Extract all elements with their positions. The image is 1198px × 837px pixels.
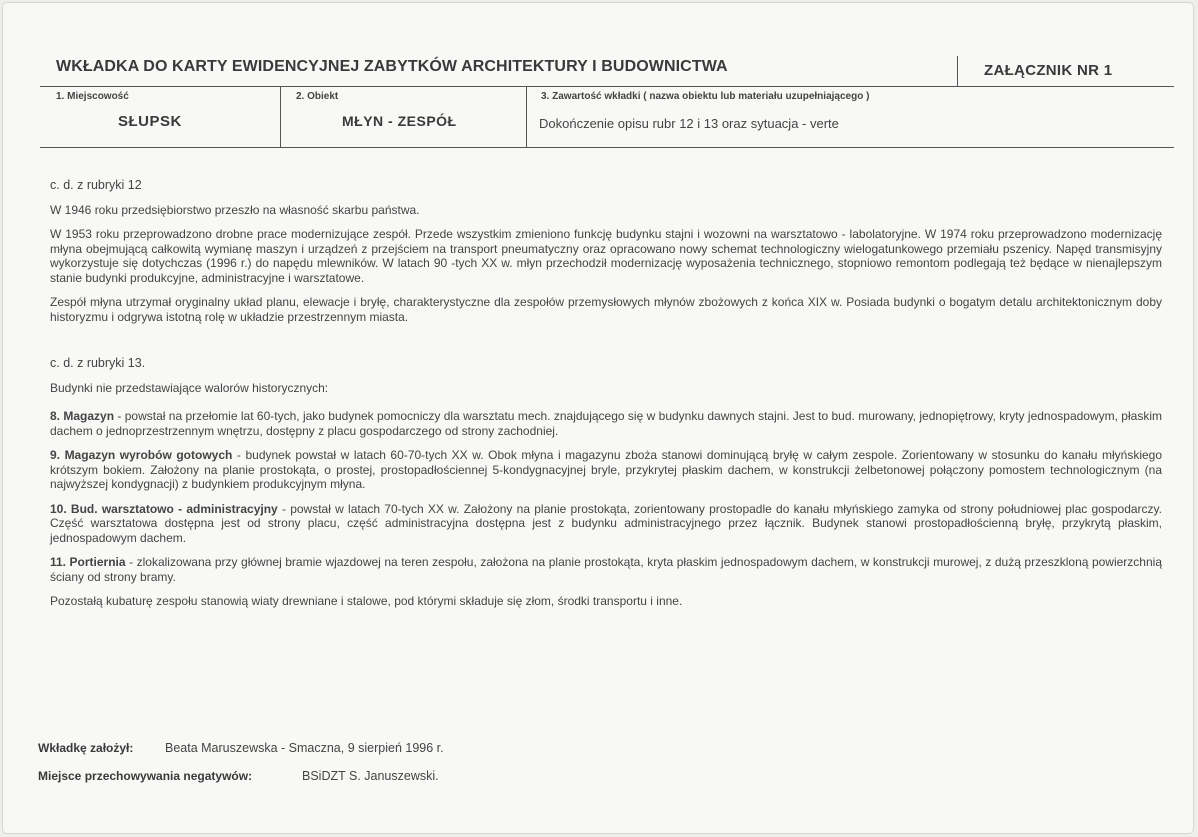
author-label: Wkładkę założył:	[38, 741, 134, 755]
building-item-text: - zlokalizowana przy głównej bramie wjazdowej na teren zespołu, założona na planie prostokąta, kryta płaskim jednospadowym dachem, w konstrukcji murowej, z dużą przeszkloną powierzchnią ściany od strony bramy.	[50, 555, 1162, 584]
annex-number: ZAŁĄCZNIK NR 1	[984, 62, 1113, 79]
section12-paragraph: W 1946 roku przedsiębiorstwo przeszło na własność skarbu państwa.	[50, 202, 420, 217]
field-label-contents: 3. Zawartość wkładki ( nazwa obiektu lub materiału uzupełniającego )	[541, 91, 870, 102]
header-divider	[957, 56, 958, 86]
section12-paragraph: W 1953 roku przeprowadzono drobne prace modernizujące zespół. Przede wszystkim zmieniono funkcję budynku stajni i wozowni na warsztatowo - labolatoryjne. W 1974 roku przeprowadzono modernizację młyna obejmującą całkowitą wymianę maszyn i urządzeń z przejściem na transport pneumatyczny oraz opracowano nowy schemat technologiczny wielogatunkowego przemiału pszenicy. Napęd transmisyjny wykorzystuje się dotychczas (1996 r.) do napędu mlewników. W latach 90 -tych XX w. młyn przechodził modernizację wyposażenia technicznego, stopniowo remontom podlegają też będące w nienajlepszym stanie budynki produkcyjne, administracyjne i warsztatowe.	[50, 227, 1162, 285]
building-item-title: 9. Magazyn wyrobów gotowych	[50, 448, 233, 462]
section13-closing: Pozostałą kubaturę zespołu stanowią wiaty drewniane i stalowe, pod którymi składuje się złom, środki transportu i inne.	[50, 594, 683, 608]
header-rule-top	[40, 86, 1174, 87]
field-value-contents: Dokończenie opisu rubr 12 i 13 oraz sytuacja - verte	[539, 116, 839, 131]
field-label-locality: 1. Miejscowość	[56, 91, 129, 102]
field-value-locality: SŁUPSK	[118, 113, 182, 130]
building-item-title: 8. Magazyn	[50, 409, 115, 423]
building-item	[50, 502, 1162, 546]
storage-value: BSiDZT S. Januszewski.	[302, 769, 439, 783]
header-rule-bottom	[40, 147, 1174, 148]
section12-heading: c. d. z rubryki 12	[50, 178, 142, 192]
building-item-text: - powstał w latach 70-tych XX w. Założony na planie prostokąta, zorientowany prostopadle do kanału młyńskiego zamyka od strony południowej plac gospodarczy. Część warsztatowa dostępna jest od strony placu, część administracyjna dostępna jest z budynku administracyjnego przez łącznik. Budynek stanowi prostopadłościenną bryłę, przykrytą płaskim, jednospadowym dachem.	[50, 501, 1162, 545]
field-divider-2	[526, 86, 527, 147]
building-item-text: - powstał na przełomie lat 60-tych, jako budynek pomocniczy dla warsztatu mech. znajdującego się w budynku dawnych stajni. Jest to bud. murowany, jednopiętrowy, kryty jednospadowym, płaskim dachem o jednoprzestrzennym wnętrzu, dostępny z placu gospodarczego od strony zachodniej.	[50, 409, 1162, 438]
building-item	[50, 448, 1162, 492]
document-body	[50, 178, 1162, 609]
storage-label: Miejsce przechowywania negatywów:	[38, 769, 253, 783]
building-item-text: - budynek powstał w latach 60-70-tych XX w. Obok młyna i magazynu zboża stanowi dominującą bryłę w całym zespole. Zorientowany w stosunku do kanału młyńskiego krótszym bokiem. Założony na planie prostokąta, o prostej, prostopadłościennej 5-kondygnacyjnej bryle, przykrytej płaskim dachem, w konstrukcji żelbetonowej połączony pomostem technologicznym (na najwyższej kondygnacji) z budynkiem produkcyjnym młyna.	[50, 448, 1163, 491]
building-item-title: 10. Bud. warsztatowo - administracyjny	[50, 501, 278, 516]
field-value-object: MŁYN - ZESPÓŁ	[342, 113, 457, 129]
section13-heading: c. d. z rubryki 13.	[50, 356, 146, 370]
section12-paragraph: Zespół młyna utrzymał oryginalny układ planu, elewacje i bryłę, charakterystyczne dla zespołów przemysłowych młynów zbożowych z końca XIX w. Posiada budynki o bogatym detalu architektonicznym doby historyzmu i odgrywa istotną rolę w układzie przestrzennym miasta.	[50, 295, 1162, 324]
field-divider-1	[280, 86, 281, 147]
field-label-object: 2. Obiekt	[296, 91, 339, 102]
document-title: WKŁADKA DO KARTY EWIDENCYJNEJ ZABYTKÓW ARCHITEKTURY I BUDOWNICTWA	[56, 58, 728, 75]
section13-subheading: Budynki nie przedstawiające walorów historycznych:	[50, 380, 329, 395]
building-item-title: 11. Portiernia	[50, 555, 126, 569]
building-item	[50, 555, 1162, 584]
author-value: Beata Maruszewska - Smaczna, 9 sierpień 1996 r.	[165, 741, 444, 755]
building-item	[50, 409, 1162, 438]
